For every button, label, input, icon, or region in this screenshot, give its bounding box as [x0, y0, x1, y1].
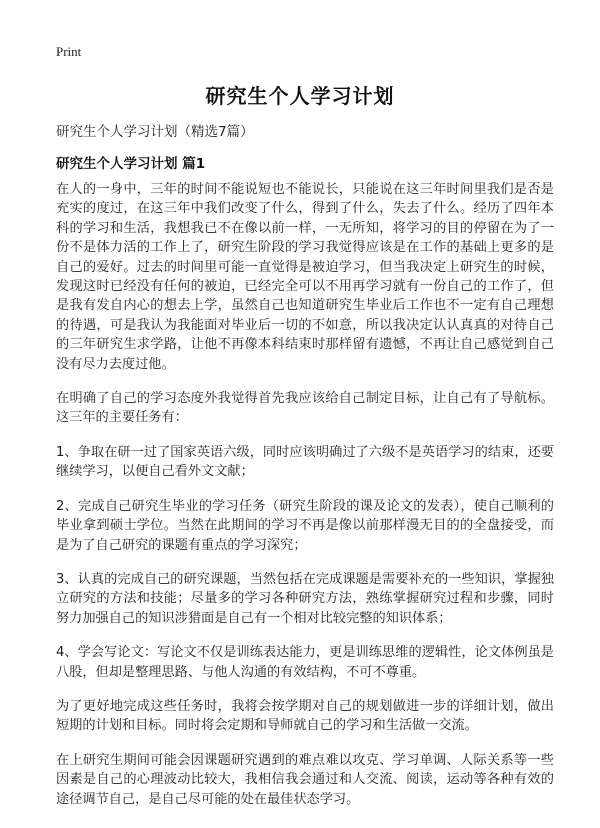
- paragraph-item-4: 4、学会写论文：写论文不仅是训练表达能力，更是训练思维的逻辑性，论文体例虽是八股，但却是整理思路、与他人沟通的有效结构，不可不尊重。: [56, 645, 554, 680]
- paragraph-item-1: 1、争取在研一过了国家英语六级，同时应该明确过了六级不是英语学习的结束，还要继续学习，以便自己看外文文献；: [56, 444, 554, 480]
- paragraph-adjust: 在上研究生期间可能会因课题研究遇到的难点难以攻克、学习单调、人际关系等一些因素是自己的心理波动比较大，我相信我会通过和人交流、阅读，运动等各种有效的途径调节自己，是自己尽可能的处在最佳状态学习。: [56, 752, 554, 807]
- paragraph-goals: 在明确了自己的学习态度外我觉得首先我应该给自己制定目标，让自己有了导航标。这三年的主要任务有：: [56, 391, 554, 426]
- document-subtitle: 研究生个人学习计划（精选7篇）: [56, 124, 254, 140]
- paragraph-plan: 为了更好地完成这些任务时，我将会按学期对自己的规划做进一步的详细计划，做出短期的计划和目标。同时将会定期和导师就自己的学习和生活做一交流。: [56, 698, 554, 734]
- paragraph-item-3: 3、认真的完成自己的研究课题，当然包括在完成课题是需要补充的一些知识，掌握独立研究的方法和技能；尽量多的学习各种研究方法，熟练掌握研究过程和步骤，同时努力加强自己的知识涉猎面是自己有一个相对比较完整的知识体系；: [56, 571, 554, 626]
- section-heading: 研究生个人学习计划 篇1: [56, 156, 206, 172]
- paragraph-intro: 在人的一身中，三年的时间不能说短也不能说长，只能说在这三年时间里我们是否是充实的度过，在这三年中我们改变了什么，得到了什么，失去了什么。经历了四年本科的学习和生活，我想我已不在像以前一样，一无所知，将学习的目的停留在为了一份不是体力活的工作上了，研究生阶段的学习我觉得应该是在工作的基础上更多的是自己的爱好。过去的时间里可能一直觉得是被迫学习，但当我决定上研究生的时候，发现这时已经没有任何的被迫，已经完全可以不用再学习就有一份自己的工作了，但是我有发自内心的想去上学，虽然自己也知道研究生毕业后工作也不一定有自己理想的待遇，可是我认为我能面对毕业后一切的不如意，所以我决定认认真真的对待自己的三年研究生求学路，让他不再像本科结束时那样留有遗憾，不再让自己感觉到自己没有尽力去度过他。: [56, 182, 554, 372]
- page-title: 研究生个人学习计划: [205, 84, 395, 108]
- article-body: [56, 180, 554, 824]
- print-link[interactable]: Print: [56, 44, 82, 59]
- paragraph-item-2: 2、完成自己研究生毕业的学习任务（研究生阶段的课及论文的发表），使自己顺利的毕业拿到硕士学位。当然在此期间的学习不再是像以前那样漫无目的的全盘接受，而是为了自己研究的课题有重点的学习深究；: [56, 498, 554, 553]
